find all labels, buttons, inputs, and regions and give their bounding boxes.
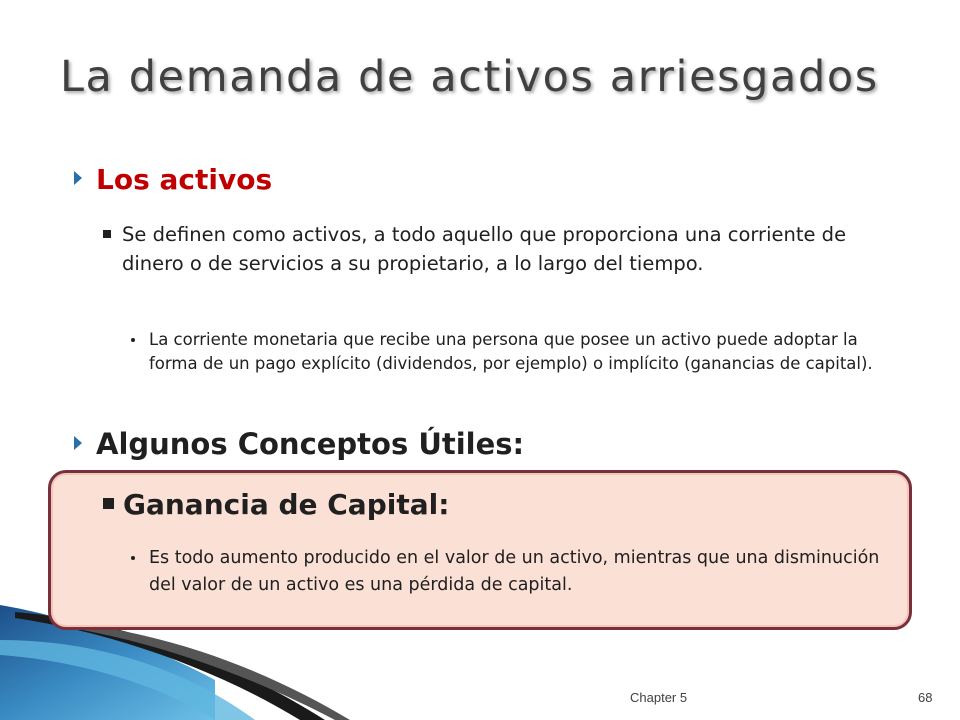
slide-title: La demanda de activos arriesgados	[60, 52, 879, 102]
arrow-bullet-icon	[74, 436, 82, 450]
arrow-bullet-icon	[74, 171, 82, 185]
definition-text: Se definen como activos, a todo aquello que proporciona una corriente de dinero o de servicios a su propietario, a lo largo del tiempo.	[122, 223, 847, 275]
footer-page-number: 68	[918, 690, 933, 705]
bullet-conceptos-utiles	[74, 427, 524, 461]
detail-bullet	[131, 328, 901, 376]
definition-bullet	[103, 220, 863, 278]
square-bullet-icon	[103, 230, 111, 238]
detail-text: La corriente monetaria que recibe una persona que posee un activo puede adoptar la forma de un pago explícito (dividendos, por ejemplo) o implícito (ganancias de capital).	[149, 330, 873, 373]
callout-heading-text: Ganancia de Capital:	[123, 488, 450, 521]
footer-chapter: Chapter 5	[630, 690, 688, 705]
callout-heading	[103, 488, 449, 521]
square-bullet-icon	[103, 498, 114, 509]
dot-bullet-icon	[131, 556, 135, 560]
bullet-los-activos	[74, 163, 272, 196]
callout-detail-text: Es todo aumento producido en el valor de un activo, mientras que una disminución del valor de un activo es una pérdida de capital.	[149, 548, 880, 595]
callout-detail-bullet	[131, 545, 901, 599]
dot-bullet-icon	[131, 338, 135, 342]
section-heading: Los activos	[96, 163, 273, 196]
section-heading: Algunos Conceptos Útiles:	[96, 427, 525, 461]
